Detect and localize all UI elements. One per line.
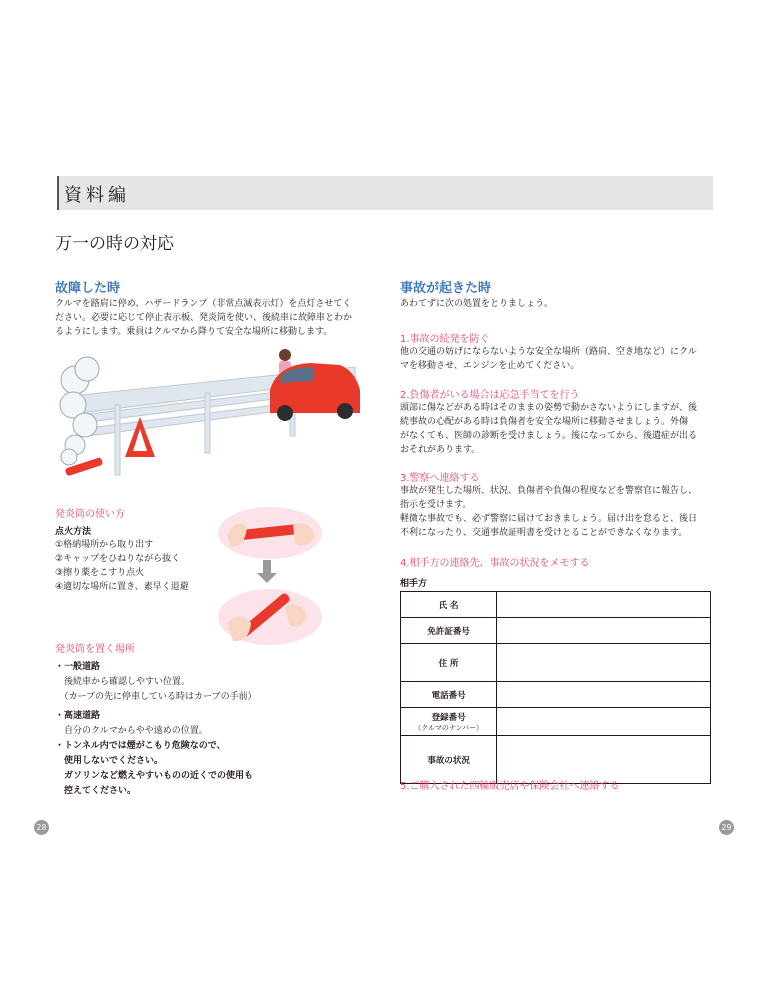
accident-intro: あわてずに次の処置をとりましょう。	[400, 299, 554, 309]
step-line: 指示を受けます。	[400, 500, 472, 510]
step-1-title: 1.事故の続発を防ぐ	[400, 334, 490, 345]
step-line: 他の交通の妨げにならないような安全な場所（路肩、空き地など）にクル	[400, 347, 697, 357]
row-label-cell	[401, 708, 497, 736]
flare-usage-title: 発炎筒の使い方	[55, 509, 125, 520]
down-arrow-icon	[257, 560, 277, 583]
breakdown-text	[55, 297, 375, 339]
row-label: 電話番号	[401, 682, 497, 708]
step-line: マを移動させ、エンジンを止めてください。	[400, 361, 580, 371]
page-number-left: 28	[34, 820, 49, 835]
row-value-cell[interactable]	[497, 708, 711, 736]
ignition-step: ③擦り薬をこすり点火	[55, 568, 145, 578]
place-line: 使用しないでください。	[55, 756, 164, 766]
flare-hands-illustration	[215, 505, 325, 650]
roadside-illustration	[55, 345, 375, 485]
breakdown-line: るようにします。乗員はクルマから降りて安全な場所に移動します。	[55, 327, 333, 337]
row-label: 登録番号	[431, 712, 466, 723]
page-number-right: 29	[719, 820, 734, 835]
place-line: 後続車から確認しやすい位置。	[55, 677, 191, 687]
row-label: 事故の状況	[401, 736, 497, 784]
table-caption: 相手方	[400, 579, 428, 589]
place-line: 自分のクルマからやや遠めの位置。	[55, 726, 208, 736]
table-row	[401, 644, 711, 682]
place-line: 控えてください。	[55, 786, 137, 796]
step-3-title: 3.警察へ連絡する	[400, 473, 480, 484]
place-line: ガソリンなど燃えやすいものの近くでの使用も	[55, 771, 254, 781]
place-line: ・一般道路	[55, 662, 101, 672]
section-banner	[57, 176, 713, 210]
table-row	[401, 682, 711, 708]
table-row	[401, 592, 711, 618]
step-line: 事故が発生した場所、状況、負傷者や負傷の程度などを警察官に報告し、	[400, 486, 698, 496]
ignition-step: ①格納場所から取り出す	[55, 540, 154, 550]
row-value-cell[interactable]	[497, 592, 711, 618]
breakdown-title: 故障した時	[55, 281, 121, 296]
step-line: 頭部に傷などがある時はそのままの姿勢で動かさないようにしますが、後	[400, 403, 698, 413]
place-line: ・トンネル内では煙がこもり危険なので、	[55, 741, 226, 751]
breakdown-line: クルマを路肩に停め、ハザードランプ（非常点滅表示灯）を点灯させてく	[55, 299, 352, 309]
ignition-step: ④適切な場所に置き、素早く退避	[55, 582, 189, 592]
ignition-step: ②キャップをひねりながら抜く	[55, 554, 181, 564]
contact-table	[400, 591, 711, 784]
step-line: おそれがあります。	[400, 445, 481, 455]
accident-title: 事故が起きた時	[400, 281, 492, 296]
flare-place-text	[55, 660, 257, 799]
breakdown-line: ださい。必要に応じて停止表示板、発炎筒を使い、後続車に故障車とわか	[55, 313, 353, 323]
row-sublabel: （クルマのナンバー）	[414, 723, 484, 732]
ignition-steps	[55, 538, 189, 594]
step-3-text	[400, 484, 720, 540]
row-value-cell[interactable]	[497, 644, 711, 682]
step-2-text	[400, 401, 720, 457]
banner-title: 資料編	[64, 185, 130, 206]
car-icon	[270, 363, 360, 421]
table-row	[401, 618, 711, 644]
ignition-subtitle: 点火方法	[55, 527, 92, 537]
flare-place-title: 発炎筒を置く場所	[55, 644, 135, 655]
row-label: 氏 名	[401, 592, 497, 618]
table-row	[401, 708, 711, 736]
step-line: 不利になったり、交通事故証明書を受けとることができなくなります。	[400, 528, 688, 538]
step-line: 続事故の心配がある時は負傷者を安全な場所に移動させましょう。外傷	[400, 417, 689, 427]
step-5-title: 5.ご購入された四輪販売店や保険会社へ連絡する	[400, 781, 620, 792]
step-line: がなくても、医師の診断を受けましょう。後になってから、後遺症が出る	[400, 431, 698, 441]
row-label: 免許証番号	[401, 618, 497, 644]
place-line: （カーブの先に停車している時はカーブの手前）	[55, 692, 257, 702]
row-value-cell[interactable]	[497, 682, 711, 708]
page-heading: 万一の時の対応	[55, 234, 174, 254]
step-4-title: 4.相手方の連絡先、事故の状況をメモする	[400, 558, 590, 569]
step-2-title: 2.負傷者がいる場合は応急手当てを行う	[400, 390, 580, 401]
step-line: 軽微な事故でも、必ず警察に届けておきましょう。届け出を怠ると、後日	[400, 514, 698, 524]
step-1-text	[400, 345, 720, 373]
place-line: ・高速道路	[55, 711, 101, 721]
row-value-cell[interactable]	[497, 618, 711, 644]
row-label: 住 所	[401, 644, 497, 682]
